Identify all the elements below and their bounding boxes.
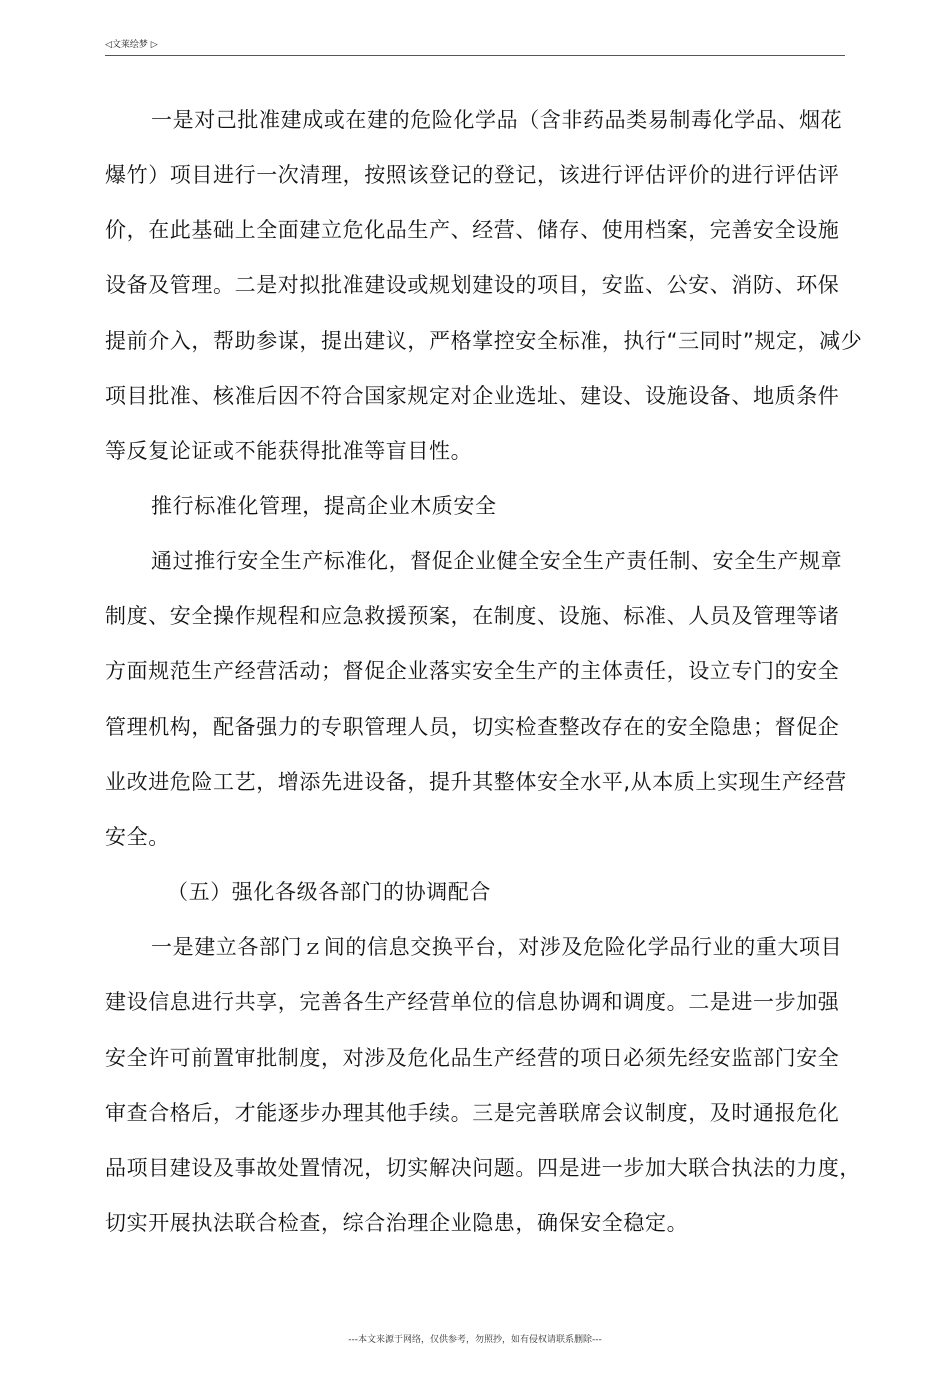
paragraph-1-line-5: 提前介入，帮助参谋，提出建议，严格掌控安全标准，执行“三同时”规定，减少 — [105, 329, 863, 353]
header-divider — [105, 55, 845, 56]
paragraph-1-line-3: 价，在此基础上全面建立危化品生产、经营、储存、使用档案，完善安全设施 — [105, 218, 840, 242]
header-label: ◁文莱绘梦 ▷ — [105, 40, 158, 50]
paragraph-3-line-4: 审查合格后，才能逐步办理其他手续。三是完善联席会议制度，及时通报危化 — [105, 1101, 840, 1125]
paragraph-3-line-5: 品项目建设及事故处置情况，切实解决问题。四是进一步加大联合执法的力度， — [105, 1156, 861, 1180]
section-heading-standardization: 推行标准化管理，提高企业木质安全 — [151, 494, 497, 518]
paragraph-2-line-1: 通过推行安全生产标准化，督促企业健全安全生产责任制、安全生产规章 — [151, 549, 843, 573]
paragraph-3-line-6: 切实开展执法联合检查，综合治理企业隐患，确保安全稳定。 — [105, 1211, 689, 1235]
paragraph-2-line-4: 管理机构，配备强力的专职管理人员，切实检查整改存在的安全隐患；督促企 — [105, 715, 840, 739]
paragraph-1-line-2: 爆竹）项目进行一次清理，按照该登记的登记，该进行评估评价的进行评估评 — [105, 163, 840, 187]
paragraph-3-line-1: 一是建立各部门ｚ间的信息交换平台，对涉及危险化学品行业的重大项目 — [151, 935, 843, 959]
paragraph-3-line-3: 安全许可前置审批制度，对涉及危化品生产经营的项日必须先经安监部门安全 — [105, 1046, 840, 1070]
paragraph-2-line-5: 业改进危险工艺，增添先进设备，提升其整体安全水平,从本质上实现生产经营 — [105, 770, 847, 794]
paragraph-1-line-6: 项目批准、核准后因不符合国家规定对企业选址、建设、设施设备、地质条件 — [105, 384, 840, 408]
paragraph-2-line-6: 安全。 — [105, 825, 170, 849]
paragraph-2-line-2: 制度、安全操作规程和应急救援预案，在制度、设施、标准、人员及管理等诸 — [105, 604, 840, 628]
page-header — [105, 38, 845, 54]
paragraph-1-line-1: 一是对己批准建成或在建的危险化学品（含非药品类易制毒化学品、烟花 — [151, 108, 843, 132]
section-heading-coordination: （五）强化各级各部门的协调配合 — [167, 880, 491, 904]
paragraph-1-line-4: 设备及管理。二是对拟批准建设或规划建设的项目，安监、公安、消防、环保 — [105, 273, 840, 297]
paragraph-3-line-2: 建设信息进行共享，完善各生产经营单位的信息协调和调度。二是进一步加强 — [105, 990, 840, 1014]
paragraph-2-line-3: 方面规范生产经营活动；督促企业落实安全生产的主体责任，设立专门的安全 — [105, 659, 840, 683]
paragraph-1-line-7: 等反复论证或不能获得批准等盲目性。 — [105, 439, 473, 463]
page-footer: ---本文来源于网络，仅供参考，勿照抄，如有侵权请联系删除--- — [348, 1335, 602, 1345]
